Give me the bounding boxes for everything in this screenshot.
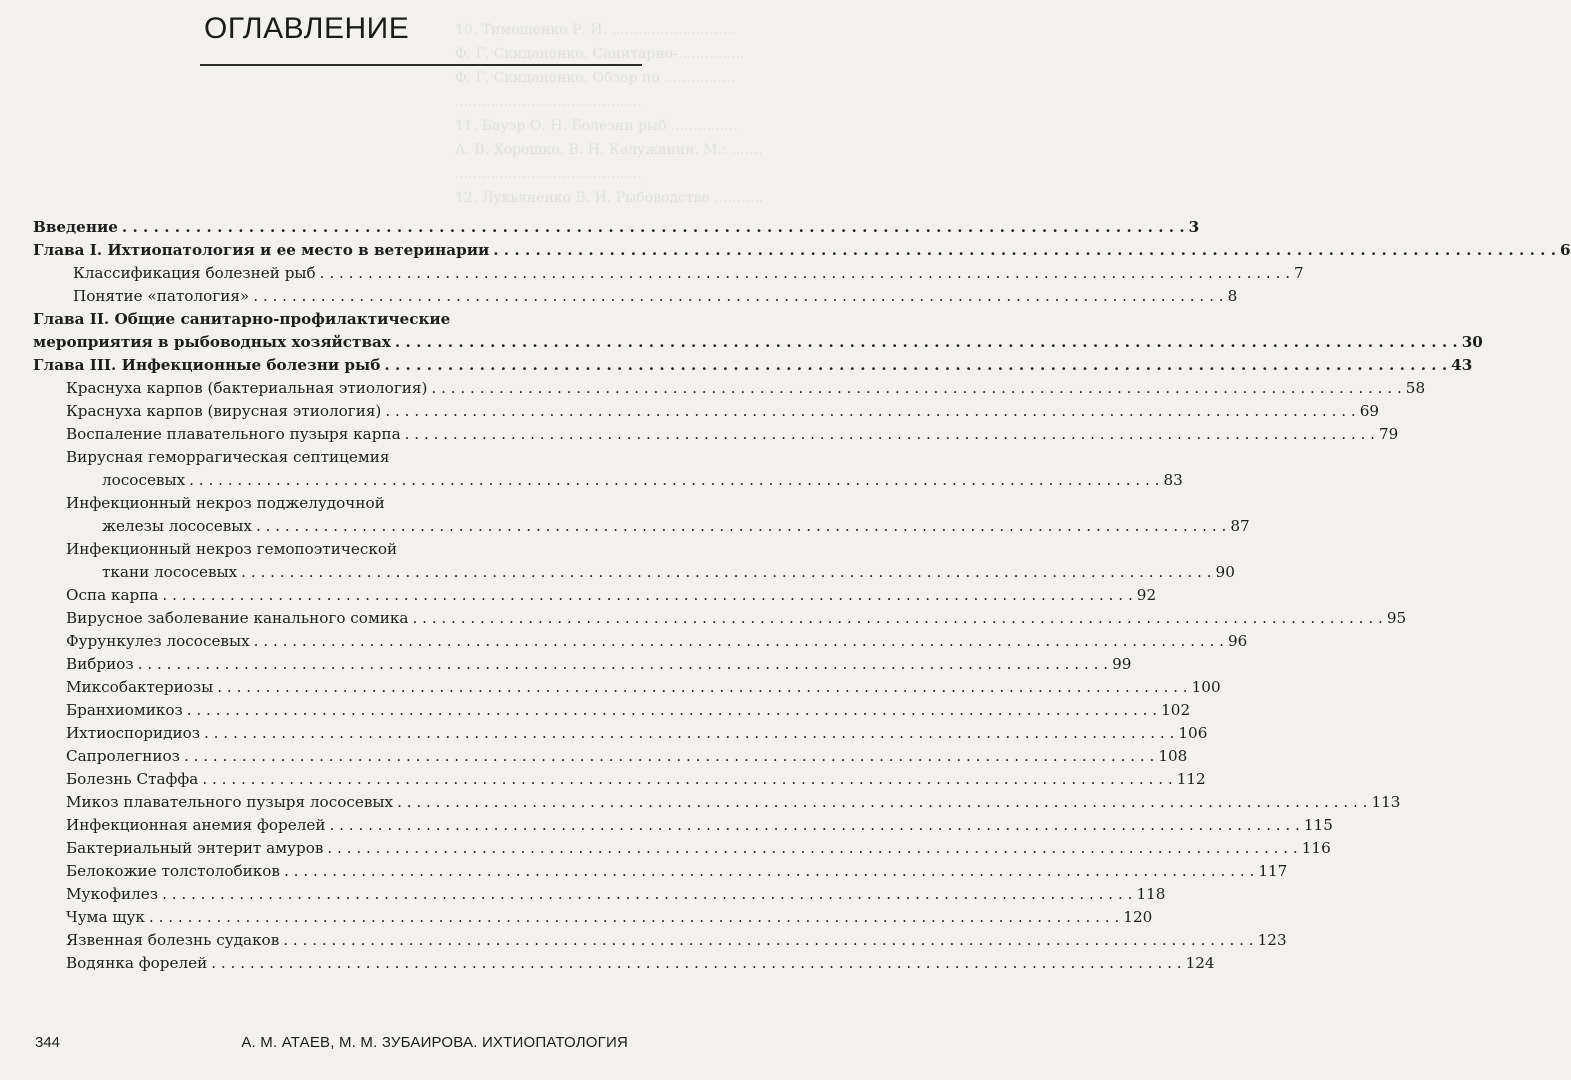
toc-entry-title-continued: ткани лососевых [102, 563, 238, 581]
toc-entry-title: Краснуха карпов (вирусная этиология) [66, 402, 382, 420]
toc-entry-page: 117 [1258, 862, 1288, 880]
toc-entry-title: Фурункулез лососевых [66, 632, 250, 650]
toc-entry-page: 118 [1136, 885, 1166, 903]
dot-leader [254, 630, 1224, 653]
toc-entry [33, 584, 1157, 607]
toc-entry-title: Краснуха карпов (бактериальная этиология) [66, 379, 428, 397]
toc-entry-page: 116 [1301, 839, 1331, 857]
toc-entry [33, 883, 1166, 906]
dot-leader [241, 561, 1211, 584]
toc-entry [33, 699, 1191, 722]
dot-leader [202, 768, 1172, 791]
toc-entry [33, 354, 1473, 377]
toc-entry-title: Глава II. Общие санитарно-профилактические [33, 310, 451, 328]
toc-entry-page: 102 [1161, 701, 1191, 719]
toc-entry [33, 860, 1288, 883]
toc-entry-page: 100 [1191, 678, 1221, 696]
page-title: ОГЛАВЛЕНИЕ [204, 12, 410, 45]
toc-entry-title: Бактериальный энтерит амуров [66, 839, 324, 857]
dot-leader [162, 883, 1132, 906]
toc-entry-page: 83 [1163, 471, 1183, 489]
toc-entry-title-continued: лососевых [102, 471, 186, 489]
toc-entry-title: Глава III. Инфекционные болезни рыб [33, 356, 381, 374]
toc-entry-page: 79 [1379, 425, 1399, 443]
toc-entry-title-continued: железы лососевых [102, 517, 252, 535]
toc-entry [33, 538, 1235, 584]
toc-entry [33, 745, 1188, 768]
dot-leader [395, 331, 1458, 354]
dot-leader [412, 607, 1382, 630]
toc-entry [33, 492, 1250, 538]
toc-entry-page: 8 [1227, 287, 1238, 305]
toc-entry-title-continued: мероприятия в рыбоводных хозяйствах [33, 333, 391, 351]
toc-entry [33, 929, 1287, 952]
toc-entry-page: 30 [1461, 333, 1483, 351]
toc-entry-page: 115 [1303, 816, 1333, 834]
dot-leader [253, 285, 1223, 308]
toc-entry-title: Воспаление плавательного пузыря карпа [66, 425, 401, 443]
dot-leader [284, 860, 1254, 883]
toc-entry-title: Вирусная геморрагическая септицемия [66, 448, 390, 466]
toc-entry [33, 285, 1238, 308]
toc-entry [33, 400, 1380, 423]
toc-entry-title: Язвенная болезнь судаков [66, 931, 280, 949]
toc-entry [33, 308, 1483, 354]
toc-entry-page: 108 [1158, 747, 1188, 765]
toc-entry [33, 262, 1304, 285]
toc-entry [33, 446, 1183, 492]
toc-entry [33, 722, 1208, 745]
toc-entry [33, 952, 1215, 975]
toc-entry-title: Белокожие толстолобиков [66, 862, 280, 880]
dot-leader [283, 929, 1253, 952]
toc-entry-page: 120 [1123, 908, 1153, 926]
toc-entry-title: Болезнь Стаффа [66, 770, 199, 788]
dot-leader [320, 262, 1290, 285]
toc-entry [33, 814, 1333, 837]
dot-leader [431, 377, 1401, 400]
toc-entry [33, 837, 1331, 860]
dot-leader [397, 791, 1367, 814]
toc-entry-page: 87 [1230, 517, 1250, 535]
dot-leader [217, 676, 1187, 699]
toc-entry-title: Бранхиомикоз [66, 701, 183, 719]
toc-entry [33, 768, 1206, 791]
toc-entry-page: 124 [1185, 954, 1215, 972]
toc-entry-page: 69 [1359, 402, 1380, 420]
toc-entry [33, 653, 1132, 676]
dot-leader [256, 515, 1226, 538]
table-of-contents [33, 216, 1571, 975]
toc-entry-title: Понятие «патология» [73, 287, 250, 305]
toc-entry-title: Вибриоз [66, 655, 134, 673]
toc-entry-title: Введение [33, 218, 118, 236]
toc-entry [33, 676, 1221, 699]
bleed-through-text: 10. Тимошенко Р. И. ............................ Ф. Г. Скиданенко. Санитарно-............... Ф. Г. Скиданенко. Обзор по ................ .......................................... 11. Бауэр О. Н. Болезни рыб ............... А. В. Хорошко. В. Н. Калужанин. М.: ....... .......................................... 12. Лукьяненко В. И. Рыбоводство ........... [455, 22, 764, 206]
dot-leader [189, 469, 1159, 492]
dot-leader [138, 653, 1108, 676]
dot-leader [122, 216, 1185, 239]
dot-leader [149, 906, 1119, 929]
toc-entry-page: 3 [1188, 218, 1200, 236]
toc-entry-title: Чума щук [66, 908, 145, 926]
toc-entry-page: 99 [1112, 655, 1132, 673]
toc-entry [33, 630, 1248, 653]
toc-entry [33, 377, 1426, 400]
toc-entry-page: 7 [1294, 264, 1304, 282]
toc-entry-title: Глава I. Ихтиопатология и ее место в ветеринарии [33, 241, 490, 259]
toc-entry-title: Классификация болезней рыб [73, 264, 316, 282]
toc-entry-page: 123 [1257, 931, 1287, 949]
toc-entry-title: Ихтиоспоридиоз [66, 724, 200, 742]
dot-leader [211, 952, 1181, 975]
toc-entry [33, 239, 1571, 262]
toc-entry-title: Водянка форелей [66, 954, 208, 972]
dot-leader [204, 722, 1174, 745]
toc-entry-title: Инфекционный некроз гемопоэтической [66, 540, 398, 558]
dot-leader [384, 354, 1447, 377]
toc-entry-page: 90 [1215, 563, 1235, 581]
toc-entry-title: Сапролегниоз [66, 747, 180, 765]
dot-leader [162, 584, 1132, 607]
dot-leader [187, 699, 1157, 722]
toc-entry-title: Вирусное заболевание канального сомика [66, 609, 409, 627]
toc-entry-page: 6 [1560, 241, 1571, 259]
toc-entry-title: Мукофилез [66, 885, 159, 903]
page-number: 344 [35, 1034, 61, 1051]
toc-entry-title: Инфекционный некроз поджелудочной [66, 494, 385, 512]
title-underline [200, 64, 642, 66]
toc-entry-page: 96 [1228, 632, 1248, 650]
toc-entry [33, 791, 1401, 814]
toc-entry-page: 113 [1371, 793, 1401, 811]
toc-entry-title: Инфекционная анемия форелей [66, 816, 326, 834]
toc-entry [33, 216, 1200, 239]
dot-leader [385, 400, 1355, 423]
toc-entry-page: 112 [1176, 770, 1206, 788]
toc-entry [33, 607, 1407, 630]
dot-leader [493, 239, 1556, 262]
toc-entry-page: 92 [1136, 586, 1157, 604]
toc-entry [33, 906, 1153, 929]
toc-entry [33, 423, 1399, 446]
dot-leader [327, 837, 1297, 860]
dot-leader [184, 745, 1154, 768]
running-title: А. М. АТАЕВ, М. М. ЗУБАИРОВА. ИХТИОПАТОЛОГИЯ [241, 1034, 628, 1051]
toc-entry-title: Миксобактериозы [66, 678, 214, 696]
toc-entry-page: 95 [1386, 609, 1407, 627]
toc-entry-title: Оспа карпа [66, 586, 159, 604]
dot-leader [330, 814, 1300, 837]
toc-entry-page: 43 [1451, 356, 1473, 374]
toc-entry-title: Микоз плавательного пузыря лососевых [66, 793, 394, 811]
dot-leader [405, 423, 1375, 446]
toc-entry-page: 58 [1405, 379, 1426, 397]
toc-entry-page: 106 [1178, 724, 1208, 742]
